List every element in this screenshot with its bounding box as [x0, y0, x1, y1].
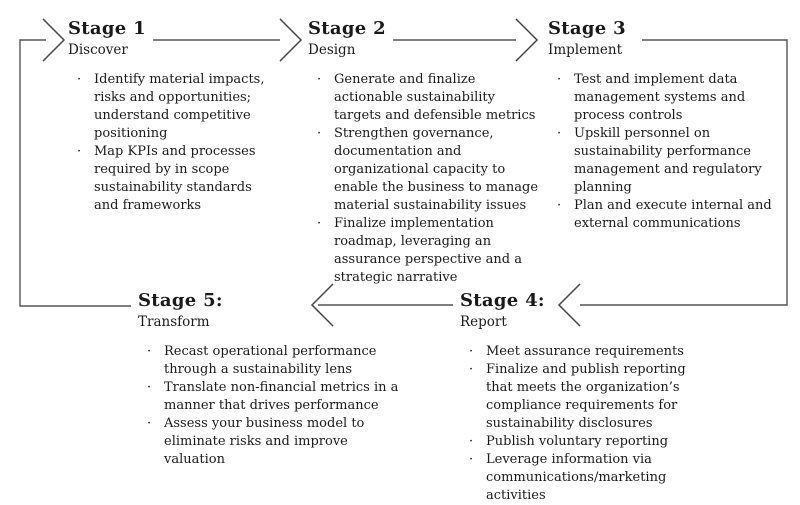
bullet-item: · Publish voluntary reporting	[460, 433, 702, 451]
chevron-right-icon	[43, 19, 64, 61]
stage-2-bullets	[308, 71, 538, 287]
bullet-item: · Plan and execute internal and external communications	[548, 197, 782, 233]
bullet-item: · Identify material impacts, risks and opportunities; understand competitive positioning	[68, 71, 280, 143]
stage-1-block	[68, 18, 280, 215]
stage-5-title: Stage 5:	[138, 290, 223, 311]
bullet-item: · Meet assurance requirements	[460, 343, 702, 361]
bullet-item: · Assess your business model to eliminate risks and improve valuation	[138, 415, 400, 469]
bullet-item: · Finalize and publish reporting that meets the organization’s compliance requirements for sustainability disclosures	[460, 361, 702, 433]
stage-1-bullets	[68, 71, 280, 215]
stage-4-title: Stage 4:	[460, 290, 545, 311]
stage-5-subtitle: Transform	[138, 314, 210, 330]
stage-5-bullets	[138, 343, 400, 469]
bullet-item: · Leverage information via communications/marketing activities	[460, 451, 702, 505]
bullet-item: · Test and implement data management systems and process controls	[548, 71, 782, 125]
stage-4-bullets	[460, 343, 702, 505]
stage-2-title: Stage 2	[308, 18, 386, 39]
stage-1-title: Stage 1	[68, 18, 146, 39]
stage-5-block	[138, 290, 400, 469]
stage-2-block	[308, 18, 538, 287]
chevron-right-icon	[280, 19, 301, 61]
bullet-item: · Generate and finalize actionable sustainability targets and defensible metrics	[308, 71, 538, 125]
stage-2-subtitle: Design	[308, 42, 356, 58]
stage-3-title: Stage 3	[548, 18, 626, 39]
stage-3-subtitle: Implement	[548, 42, 622, 58]
stage-3-bullets	[548, 71, 782, 233]
bullet-item: · Finalize implementation roadmap, leveraging an assurance perspective and a strategic narrative	[308, 215, 538, 287]
bullet-item: · Translate non-financial metrics in a manner that drives performance	[138, 379, 400, 415]
stage-1-subtitle: Discover	[68, 42, 128, 58]
stage-4-subtitle: Report	[460, 314, 507, 330]
stage-3-block	[548, 18, 782, 233]
stage-4-block	[460, 290, 702, 505]
bullet-item: · Strengthen governance, documentation and organizational capacity to enable the business to manage material sustainability issues	[308, 125, 538, 215]
bullet-item: · Upskill personnel on sustainability performance management and regulatory planning	[548, 125, 782, 197]
bullet-item: · Map KPIs and processes required by in scope sustainability standards and frameworks	[68, 143, 280, 215]
bullet-item: · Recast operational performance through a sustainability lens	[138, 343, 400, 379]
